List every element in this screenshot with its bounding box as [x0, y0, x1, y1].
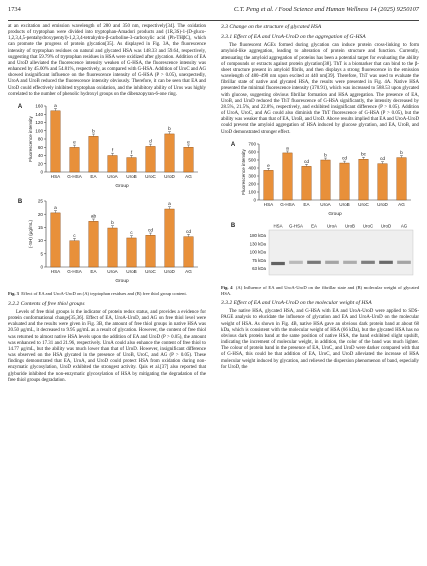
x-tick-label-urod: UroD [164, 173, 175, 179]
bar-g-hsa [283, 153, 293, 200]
x-tick-label-urod: UroD [377, 201, 388, 207]
section-3-3-2-heading: 3.3.2 Effect of EA and UroA-UroD on the molecular weight of HSA [221, 300, 372, 307]
bar-urob [127, 238, 137, 267]
y-tick-label-4: 80 [37, 136, 43, 142]
y-tick-label-3: 300 [248, 173, 256, 179]
lane-label-g-hsa: G-HSA [289, 223, 303, 229]
sig-letter-urob: c [130, 231, 133, 237]
x-tick-label-ea: EA [90, 173, 97, 179]
bar-uroa [321, 160, 331, 200]
figure-4-label: Fig. 4 [221, 284, 233, 290]
journal-citation: C.T. Peng et al. / Food Science and Human Wellness 14 (2025) 9250107 [233, 6, 419, 13]
sig-letter-hsa: a [54, 206, 57, 212]
chart-fig4a [221, 136, 419, 218]
band-uroa [325, 261, 339, 264]
x-tick-label-g-hsa: G-HSA [67, 269, 82, 275]
y-tick-label-2: 40 [37, 152, 43, 158]
y-tick-label-3: 15 [37, 225, 43, 231]
sig-letter-g-hsa: e [73, 140, 76, 146]
bar-ea [89, 221, 99, 267]
band-ea [307, 261, 321, 264]
x-tick-label-uroc: UroC [145, 173, 156, 179]
sig-letter-ea: cd [303, 159, 310, 165]
bar-g-hsa [70, 147, 80, 172]
band-uroc [361, 261, 375, 264]
header-rule [8, 20, 419, 21]
bar-hsa [264, 170, 274, 200]
bar-urob [127, 157, 137, 171]
sig-letter-hsa: a [54, 103, 57, 109]
figure-4 [221, 136, 419, 282]
panel-label: A [230, 141, 236, 148]
section-3-2-2-heading: 3.2.2 Contents of free thiol groups [8, 300, 85, 307]
lane-label-urod: UroD [380, 223, 392, 229]
bar-uroa [108, 155, 118, 172]
y-tick-label-1: 20 [37, 161, 43, 167]
sig-letter-uroc: cd [147, 228, 154, 234]
x-tick-label-g-hsa: G-HSA [280, 201, 295, 207]
section-3-3-heading: 3.3 Change on the structure of glycated HSA [221, 24, 322, 30]
sig-letter-urob: f [130, 150, 133, 156]
y-axis-label: (-SH) (μg/mL) [28, 219, 33, 249]
y-tick-label-5: 500 [248, 157, 256, 163]
chart-fig3a [8, 98, 206, 190]
paragraph-molecular-weight: The native HSA, glycated HSA, and G-HSA with EA and UroA-UroD were applied to SDS-PAGE analysis to elucidate the influence of glycation and EA and UroA-UroD on the molecular weight of HSA. As shown in Fig. 4B, native HSA gave an obvious dark protein band at about 68 kDa, which is consistent with the molecular weight of HSA (66 kDa), but the glycated HSA has no obvious dark protein band at the same position of native HSA, the band exhibited slight upshift, indicating the increment of molecular weight, in addition, the color of the band was much lighter. The colour of protein band in the presence of EA, UroC, and UroD were darker compared with that of G-HSA, this could be that addition of EA, UroC, and UroD alleviated the increase of HSA molecular weight induced by glycation, and relieved the dispersion phenomenon of band, especially for UroD, the [221, 309, 419, 370]
panel-label: B [17, 199, 23, 206]
x-tick-label-uroa: UroA [107, 269, 118, 275]
bar-hsa [51, 213, 61, 267]
bar-urod [165, 209, 175, 267]
marker-label-3: 75 kDa [252, 257, 266, 263]
bar-uroc [359, 159, 369, 200]
y-tick-label-0: 0 [253, 197, 256, 203]
left-column [8, 24, 206, 384]
sig-letter-hsa: e [267, 163, 270, 169]
x-tick-label-ag: AG [398, 201, 405, 207]
sig-letter-urod: cd [379, 156, 386, 162]
paragraph-aggregation: The fluorescent AGEs formed during glycation can induce protein cross-linking to form amyloid-like aggregation, leading to alteration of protein structure and function. Currently, attenuating the amyloid aggregation of proteins has been a potential target for evaluating the ability of compounds or extracts against protein glycation[38]. ThT is a biomarker that can bind to the β-sheet structure present in amyloid fibrils, and then displays a strong fluorescence in the emission wavelength of 480–490 nm upon excited at 440 nm[39]. Therefore, ThT was used to evaluate the fibrillar state of native and glycated HSA, the results were presented in Fig. 4A. Native HSA presented the minimal fluorescence intensity (370.91), which was increased to 588.53 upon glycated with glucose, suggesting obvious fibrillar formation and HSA aggregation. The presence of EA, UroB, and UroD reduced the ThT fluorescence of G-HSA significantly, the intensity decreased by 28.5%, 21.5%, and 22.8%, respectively, and exhibited insignificant difference (P > 0.05). Addition of UroA, UroC, and AG could also diminish the ThT fluorescence of G-HSA (P > 0.05), but the ability was weaker than that of EA, UroB, and UroD. Above results implied that EA and UroA-UroD could prevent the amyloid aggregation of HSA induced by glucose glycation, and EA, UroB, and UroD demonstrated stronger effect. [221, 43, 419, 135]
x-tick-label-urob: UroB [126, 173, 137, 179]
y-tick-label-1: 5 [40, 251, 43, 257]
band-urob [343, 261, 357, 264]
y-tick-label-0: 0 [40, 169, 43, 175]
x-tick-label-ag: AG [185, 173, 192, 179]
bar-ag [184, 237, 194, 267]
bar-urod [165, 134, 175, 172]
figure-3-caption [8, 291, 206, 297]
x-tick-label-uroc: UroC [145, 269, 156, 275]
bar-ag [397, 157, 407, 199]
figure-4-caption [221, 285, 419, 296]
figure-3-label: Fig. 3 [8, 291, 19, 297]
x-tick-label-uroa: UroA [320, 201, 331, 207]
lane-label-urob: UroB [344, 223, 356, 229]
x-tick-label-ea: EA [90, 269, 97, 275]
y-tick-label-1: 100 [248, 189, 256, 195]
x-tick-label-urob: UroB [339, 201, 350, 207]
lane-label-ag: AG [400, 223, 408, 229]
band-g-hsa [289, 261, 303, 264]
y-tick-label-2: 200 [248, 181, 256, 187]
sig-letter-ag: cd [185, 229, 192, 235]
y-tick-label-4: 20 [37, 211, 43, 217]
x-tick-label-hsa: HSA [50, 173, 61, 179]
bar-urod [378, 163, 388, 199]
page-header [8, 6, 419, 18]
marker-label-2: 100 kDa [249, 249, 266, 255]
x-axis-label: Group [328, 211, 342, 217]
x-axis-label: Group [115, 183, 129, 189]
band-ag [397, 261, 411, 264]
figure-3-caption-text: Effect of EA and UroA-UroD on (A) tryptophan residues and (B) free thiol group content. [21, 291, 187, 297]
x-tick-label-hsa: HSA [263, 201, 274, 207]
bar-uroa [108, 228, 118, 267]
bar-g-hsa [70, 241, 80, 267]
x-tick-label-ea: EA [303, 201, 310, 207]
y-tick-label-8: 160 [35, 103, 43, 109]
lane-label-ea: EA [311, 223, 317, 229]
sig-letter-g-hsa: c [73, 233, 76, 239]
sig-letter-uroa: f [111, 148, 114, 154]
y-tick-label-6: 600 [248, 149, 256, 155]
x-axis-label: Group [115, 279, 129, 285]
x-tick-label-uroa: UroA [107, 173, 118, 179]
y-tick-label-2: 10 [37, 238, 43, 244]
marker-label-1: 130 kDa [249, 241, 266, 247]
bar-hsa [51, 111, 61, 172]
lane-label-hsa: HSA [273, 223, 283, 229]
panel-label: B [230, 222, 236, 229]
x-tick-label-hsa: HSA [50, 269, 61, 275]
x-tick-label-urob: UroB [126, 269, 137, 275]
y-tick-label-3: 60 [37, 144, 43, 150]
sig-letter-uroa: b [111, 221, 114, 227]
marker-label-4: 63 kDa [252, 265, 266, 271]
band-hsa [271, 262, 285, 265]
bar-uroc [146, 235, 156, 267]
section-3-3-1-heading: 3.3.1 Effect of EA and UroA-UroD on the aggregation of G-HSA [221, 34, 366, 41]
chart-fig3b [8, 193, 206, 285]
lane-label-uroa: UroA [326, 223, 338, 229]
y-tick-label-0: 0 [40, 264, 43, 270]
sig-letter-uroc: bc [360, 152, 367, 158]
gel-fig4b [221, 221, 419, 279]
x-tick-label-g-hsa: G-HSA [67, 173, 82, 179]
marker-label-0: 180 kDa [249, 233, 266, 239]
sig-letter-ag: e [187, 140, 190, 146]
y-axis-label: Fluorescence intensity [28, 116, 33, 162]
sig-letter-ea: b [92, 129, 95, 135]
x-tick-label-ag: AG [185, 269, 192, 275]
bar-uroc [146, 146, 156, 172]
sig-letter-urod: b [168, 126, 171, 132]
gel-background [269, 230, 413, 275]
panel-label: A [17, 103, 23, 110]
figure-3 [8, 98, 206, 288]
y-tick-label-6: 120 [35, 119, 43, 125]
sig-letter-g-hsa: a [286, 146, 289, 152]
figure-4-caption-text: (A) Influence of EA and UroA-UroD on the fibrillar state and (B) molecular weight of glycated HSA. [221, 284, 419, 296]
y-axis-label: Fluorescence intensity [241, 148, 246, 195]
bar-ea [89, 136, 99, 172]
y-tick-label-5: 100 [35, 128, 43, 134]
page-number: 1734 [8, 6, 21, 13]
sig-letter-ag: b [400, 150, 403, 156]
sig-letter-ea: ab [90, 214, 97, 220]
y-tick-label-7: 140 [35, 111, 43, 117]
bar-ea [302, 166, 312, 200]
bar-ag [184, 147, 194, 172]
sig-letter-urod: a [168, 202, 171, 208]
paragraph-tryptophan: at an excitation and emission wavelength of 280 and 350 nm, respectively[34]. The oxidation products of tryptophan were divided into tryptophan-Amadori products and (1R,3S)-1-(D-gluco-1,2,3,4,5-pentahydroxypentyl)-1,2,3,4-tetrahydro-β-carboline-3-carboxylic acid (Ph-THβC), which can promote the progress of protein glycation[35]. As displayed in Fig. 3A, the fluorescence intensity of tryptophan residues on natural and glycated HSA was 148.33 and 59.64, respectively, suggesting that 59.79% of tryptophan residues in HSA were oxidized after glycation. Addition of EA and UroD alleviated the fluorescence intensity weaken of G-HSA, the fluorescence intensity was enhanced by 45.00% and 54.81%, respectively, as compared with G-HSA. Addition of UroC and AG showed insignificant influence on the fluorescence intensity of G-HSA (P > 0.05), unexpectedly, UroA and UroB reduced the fluorescence intensity obviously. Therefore, it can be seen that EA and UroD could effectively inhibited tryptophan oxidation, and the inhibitory ability of Uros was highly correlated to the number of phenolic hydroxyl groups on the dibenzopyran-6-one ring. [8, 24, 206, 97]
right-column [221, 24, 419, 371]
y-tick-label-4: 400 [248, 165, 256, 171]
sig-letter-uroc: d [149, 139, 152, 145]
lane-label-uroc: UroC [362, 223, 374, 229]
bar-urob [340, 163, 350, 200]
x-tick-label-uroc: UroC [358, 201, 369, 207]
y-tick-label-7: 700 [248, 141, 256, 147]
band-urod [379, 261, 393, 264]
y-tick-label-5: 25 [37, 198, 43, 204]
paragraph-thiol: Levels of free thiol groups is the indicator of protein redox status, and provides a evidence for protein conformational change[35,36]. Effect of EA, UroA-UroD, and AG on free thiol level were evaluated and the results were given in Fig. 3B, the amount of free thiol groups in native HSA was 20.50 μg/mL, it decreased to 9.95 μg/mL as a result of glycation. However, the content of free thiol was returned to almost native HSA levels upon the addition of EA and UroD (P > 0.05), the amount was enhanced to 17.31 and 21.96, respectively. UroA could also enhance the content of free thiol to 14.77 μg/mL, but the ability was much lower than that of UroD. However, insignificant difference was observed on the HSA glycated in the presence of UroB, UroC, and AG (P > 0.05). These findings demonstrated that EA, UroA, and UroD could protect HSA from oxidation during non-enzymatic glycosylation, UroD exhibited the strongest activity. Qais et al.[37] also reported that glyburide inhibited the non-enzymatic glycosylation of HSA by mitigating the degradation of the free thiol groups degradation. [8, 309, 206, 383]
sig-letter-urob: cd [341, 156, 348, 162]
x-tick-label-urod: UroD [164, 269, 175, 275]
sig-letter-uroa: b [324, 153, 327, 159]
